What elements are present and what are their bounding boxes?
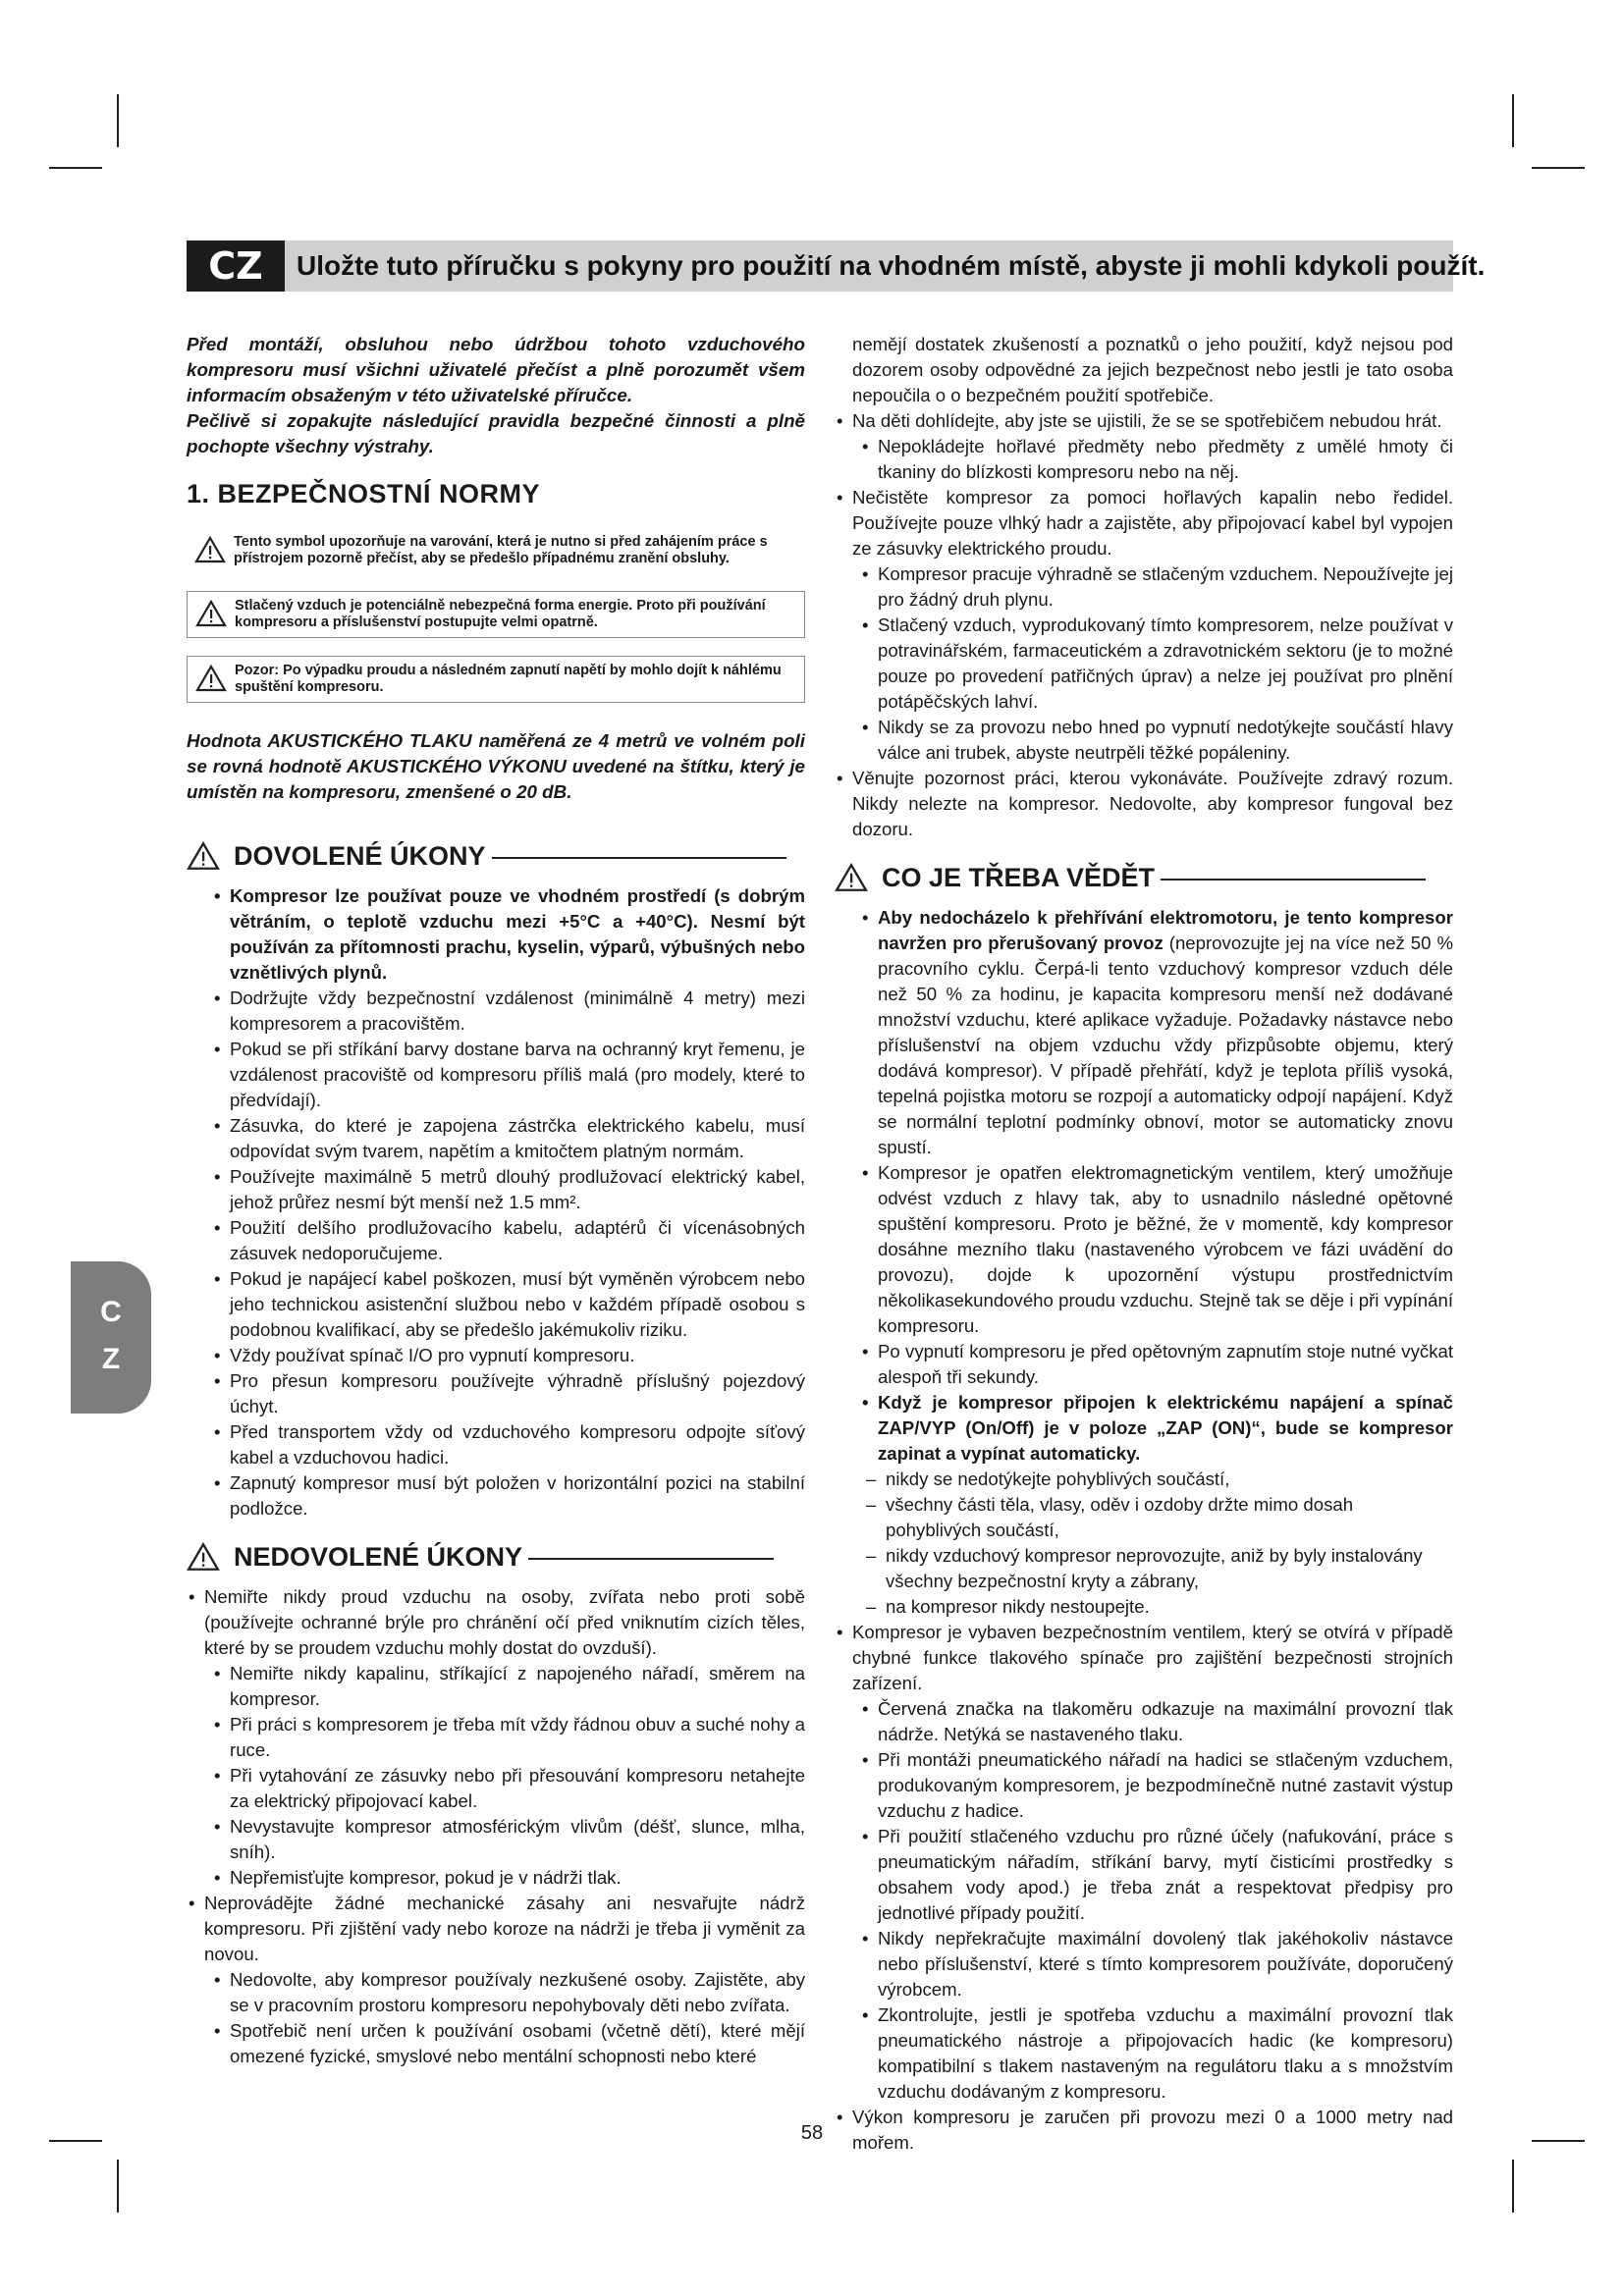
list-item: • Při vytahování ze zásuvky nebo při přesouvání kompresoru netahejte za elektrický připojovací kabel. [214, 1765, 805, 1811]
list-item: • Nečistěte kompresor za pomoci hořlavých kapalin nebo ředidel. Používejte pouze vlhký hadr a zajistěte, aby připojovací kabel byl vypojen ze zásuvky elektrického proudu. [837, 487, 1453, 559]
section-title-safety: 1. BEZPEČNOSTNÍ NORMY [187, 479, 541, 508]
list-item: • Pokud je napájecí kabel poškozen, musí být vyměněn výrobcem nebo jeho technickou asistenční službou nebo v každém případě osobou s podobnou kvalifikací, aby se předešlo jakémukoliv riziku. [214, 1268, 805, 1340]
warning-triangle-icon [195, 665, 227, 692]
crop-mark-top-right-v [1512, 94, 1514, 147]
list-item: • Použití delšího prodlužovacího kabelu, adaptérů či vícenásobných zásuvek nedoporučujeme. [214, 1217, 805, 1263]
dash-item: – nikdy se nedotýkejte pohyblivých součástí, [866, 1468, 1230, 1489]
right-column [835, 332, 1453, 2156]
crop-mark-top-left-v [117, 94, 119, 147]
warning-text-power-failure: Pozor: Po výpadku proudu a následném zapnutí napětí by mohlo dojít k náhlému spuštění kompresoru. [235, 663, 782, 695]
list-item: • Zkontrolujte, jestli je spotřeba vzduchu a maximální provozní tlak pneumatického nástroje a připojovacích hadic (ke kompresoru) kompatibilní s tlakem nastaveným na regulátoru tlaku a s množstvím vzduchu dodávaným z kompresoru. [862, 2004, 1453, 2102]
side-tab-letter: Z [101, 1343, 121, 1375]
warning-box-power-failure [187, 656, 805, 703]
list-item: • Používejte maximálně 5 metrů dlouhý prodlužovací elektrický kabel, jehož průřez nesmí být menší než 1.5 mm². [214, 1166, 805, 1212]
list-item: • Nikdy nepřekračujte maximální dovolený tlak jakéhokoliv nástavce nebo příslušenství, které s tímto kompresorem používáte, doporučený výrobcem. [862, 1928, 1453, 2000]
warning-triangle-icon [194, 536, 226, 563]
list-item: • Kompresor je vybaven bezpečnostním ventilem, který se otvírá v případě chybné funkce tlakového spínače pro zajištění bezpečnosti strojních zařízení. [837, 1622, 1453, 1693]
list-item: • Zásuvka, do které je zapojena zástrčka elektrického kabelu, musí odpovídat svým tvarem, napětím a kmitočtem platným normám. [214, 1115, 805, 1161]
list-item: • Pro přesun kompresoru používejte výhradně příslušný pojezdový úchyt. [214, 1370, 805, 1416]
list-item: • Po vypnutí kompresoru je před opětovným zapnutím stoje nutné vyčkat alespoň tři sekundy. [862, 1341, 1453, 1387]
continued-paragraph: nemějí dostatek zkušeností a poznatků o jeho použití, když nejsou pod dozorem osoby odpovědné za jejich bezpečnost nebo jestli je tato osoba nepoučila o o bezpečném použití spotřebiče. [852, 334, 1453, 405]
warning-triangle-icon [187, 1542, 220, 1572]
list-item: • Vždy používat spínač I/O pro vypnutí kompresoru. [214, 1345, 635, 1365]
list-item: • Dodržujte vždy bezpečnostní vzdálenost (minimálně 4 metry) mezi kompresorem a pracovištěm. [214, 988, 805, 1034]
list-item: • Červená značka na tlakoměru odkazuje na maximální provozní tlak nádrže. Netýká se nastaveného tlaku. [862, 1698, 1453, 1744]
list-item: • Při práci s kompresorem je třeba mít vždy řádnou obuv a suché nohy a ruce. [214, 1714, 805, 1760]
left-column [187, 332, 805, 2069]
subsection-title-forbidden [187, 1539, 805, 1575]
subsection-title-forbidden-text: NEDOVOLENÉ ÚKONY [234, 1542, 523, 1572]
warning-text-symbol: Tento symbol upozorňuje na varování, která je nutno si před zahájením práce s přístrojem pozorně přečíst, aby se předešlo případnému zranění obsluhy. [234, 534, 768, 566]
header-title: Uložte tuto příručku s pokyny pro použití na vhodném místě, abyste ji mohli kdykoli použít. [297, 250, 1486, 281]
crop-mark-top-left-h [49, 167, 102, 169]
list-item: • Nikdy se za provozu nebo hned po vypnutí nedotýkejte součástí hlavy válce ani trubek, abyste neutrpěli těžké popáleniny. [862, 717, 1453, 763]
warning-triangle-icon [835, 863, 868, 892]
list-item: • Nemiřte nikdy proud vzduchu na osoby, zvířata nebo proti sobě (používejte ochranné brýle pro chránění očí před vniknutím cizích těles, které by se proudem vzduchu mohly dostat do ovzduší). [189, 1586, 805, 1658]
crop-mark-bottom-right-v [1512, 2160, 1514, 2213]
list-item: • Nevystavujte kompresor atmosférickým vlivům (déšť, slunce, mlha, sníh). [214, 1816, 805, 1862]
title-rule [492, 857, 786, 859]
list-item: • Při použití stlačeného vzduchu pro různé účely (nafukování, práce s pneumatickým nářadím, stříkání barvy, mytí čisticími prostředky s obsahem vody apod.) je třeba znát a respektovat předpisy pro jednotlivé případy použití. [862, 1826, 1453, 1923]
header-bar [187, 240, 1486, 292]
title-rule [1161, 879, 1426, 881]
page-number: 58 [800, 2122, 824, 2144]
list-item: • Když je kompresor připojen k elektrickému napájení a spínač ZAP/VYP (On/Off) je v poloze „ZAP (ON)“, bude se kompresor zapinat a vypínat automaticky. [862, 1392, 1453, 1464]
warning-triangle-icon [187, 841, 220, 871]
language-side-tab [71, 1261, 151, 1414]
warning-triangle-icon [195, 600, 227, 627]
list-item: • Aby nedocházelo k přehřívání elektromotoru, je tento kompresor navržen pro přerušovaný provoz (neprovozujte jej na více než 50 % pracovního cyklu. Čerpá-li tento vzduchový kompresor vzduch déle než 50 % za hodinu, je kapacita kompresoru menší než dodávané množství vzduchu, které aplikace vyžaduje. Požadavky nástavce nebo příslušenství na objem vzduchu vždy přizpůsobte objemu, který dodává kompresor). V případě přehřátí, když je teplota příliš vysoká, tepelná pojistka motoru se rozpojí a automaticky odpojí napájení. Když se normální teplotní podmínky obnoví, motor se automaticky znovu spustí. [862, 907, 1454, 1157]
dash-item: – nikdy vzduchový kompresor neprovozujte, aniž by byly instalovány všechny bezpečnostní kryty a zábrany, [866, 1545, 1423, 1591]
dash-item: – na kompresor nikdy nestoupejte. [866, 1596, 1150, 1617]
crop-mark-top-right-h [1532, 167, 1585, 169]
subsection-title-knowhow [835, 860, 1453, 895]
title-rule [528, 1558, 774, 1560]
intro-paragraph-2: Pečlivě si zopakujte následující pravidla bezpečné činnosti a plně pochopte všechny výstrahy. [187, 410, 805, 456]
list-item: • Věnujte pozornost práci, kterou vykonáváte. Používejte zdravý rozum. Nikdy nelezte na kompresor. Nedovolte, aby kompresor fungoval bez dozoru. [837, 768, 1453, 839]
list-item: • Kompresor lze používat pouze ve vhodném prostředí (s dobrým větráním, o teplotě vzduchu mezi +5°C a +40°C). Nesmí být používán za přítomnosti prachu, kyselin, výparů, výbušných nebo vznětlivých plynů. [214, 885, 805, 983]
list-item: • Nepokládejte hořlavé předměty nebo předměty z umělé hmoty či tkaniny do blízkosti kompresoru nebo na něj. [862, 436, 1453, 482]
subsection-title-allowed-text: DOVOLENÉ ÚKONY [234, 841, 486, 871]
list-item: • Stlačený vzduch, vyprodukovaný tímto kompresorem, nelze používat v potravinářském, farmaceutickém a zdravotnickém sektoru (je to možné pouze po provedení patřičných úprav) a nelze jej používat pro plnění potápěčských lahví. [862, 614, 1453, 712]
intro-paragraph-1: Před montáží, obsluhou nebo údržbou tohoto vzduchového kompresoru musí všichni uživatelé přečíst a plně porozumět všem informacím obsaženým v této uživatelské příručce. [187, 334, 805, 405]
list-item: • Na děti dohlídejte, aby jste se ujistili, že se se spotřebičem nebudou hrát. [837, 410, 1442, 431]
subsection-title-allowed [187, 838, 805, 874]
warning-box-symbol [187, 528, 805, 573]
language-code-badge: CZ [187, 240, 285, 292]
list-item: • Nemiřte nikdy kapalinu, stříkající z napojeného nářadí, směrem na kompresor. [214, 1663, 805, 1709]
acoustic-pressure-note: Hodnota AKUSTICKÉHO TLAKU naměřená ze 4 metrů ve volném poli se rovná hodnotě AKUSTICKÉHO VÝKONU uvedené na štítku, který je umístěn na kompresoru, zmenšené o 20 dB. [187, 730, 805, 802]
list-item: • Neprovádějte žádné mechanické zásahy ani nesvařujte nádrž kompresoru. Při zjištění vady nebo koroze na nádrži je třeba ji vyměnit za novou. [189, 1893, 805, 1964]
warning-text-compressed-air: Stlačený vzduch je potenciálně nebezpečná forma energie. Proto při používání kompresoru a příslušenství postupujte velmi opatrně. [235, 598, 766, 630]
side-tab-letter: C [100, 1296, 122, 1328]
list-item: • Nepřemisťujte kompresor, pokud je v nádrži tlak. [214, 1867, 622, 1888]
warning-box-compressed-air [187, 591, 805, 638]
dash-item: – všechny části těla, vlasy, oděv i ozdoby držte mimo dosah pohyblivých součástí, [866, 1494, 1354, 1540]
crop-mark-bottom-left-v [117, 2160, 119, 2213]
list-item: • Nedovolte, aby kompresor používaly nezkušené osoby. Zajistěte, aby se v pracovním prostoru kompresoru nepohybovaly děti nebo zvířata. [214, 1969, 805, 2015]
list-item: • Pokud se při stříkání barvy dostane barva na ochranný kryt řemenu, je vzdálenost pracoviště od kompresoru příliš malá (pro modely, které to předvídají). [214, 1039, 805, 1110]
list-item: • Před transportem vždy od vzduchového kompresoru odpojte síťový kabel a vzduchovou hadici. [214, 1421, 805, 1468]
subsection-title-knowhow-text: CO JE TŘEBA VĚDĚT [882, 863, 1156, 892]
list-item: • Kompresor je opatřen elektromagnetickým ventilem, který umožňuje odvést vzduch z hlavy tak, aby to usnadnilo následné opětovné spuštění kompresoru. Proto je běžné, že v momentě, kdy kompresor dosáhne mezního tlaku (nastaveného výrobcem ve fázi uvádění do provozu), dojde k upozornění výstupu prostřednictvím několikasekundového proudu vzduchu. Stejně tak se děje i při vypínání kompresoru. [862, 1162, 1453, 1336]
list-item: • Výkon kompresoru je zaručen při provozu mezi 0 a 1000 metry nad mořem. [837, 2107, 1453, 2153]
list-item: • Kompresor pracuje výhradně se stlačeným vzduchem. Nepoužívejte jej pro žádný druh plynu. [862, 563, 1453, 610]
list-item: • Spotřebič není určen k používání osobami (včetně dětí), které mějí omezené fyzické, smyslové nebo mentální schopnosti nebo které [214, 2020, 805, 2066]
list-item: • Při montáži pneumatického nářadí na hadici se stlačeným vzduchem, produkovaným kompresorem, je bezpodmínečně nutné zastavit výstup vzduchu z hadice. [862, 1749, 1453, 1821]
list-item: • Zapnutý kompresor musí být položen v horizontální pozici na stabilní podložce. [214, 1472, 805, 1519]
